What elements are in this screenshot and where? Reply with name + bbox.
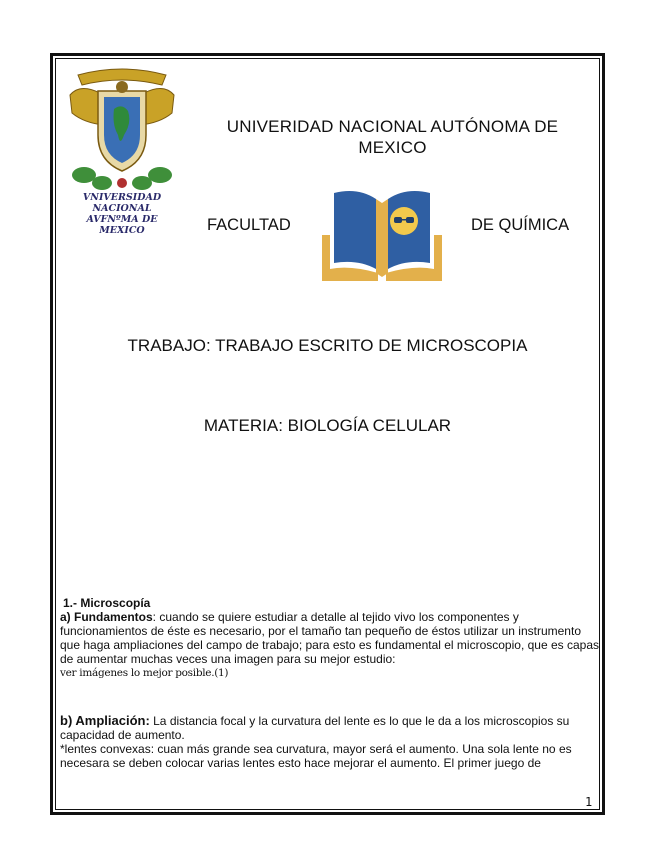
ampliacion-paragraph	[60, 714, 600, 742]
seal-motto	[60, 192, 184, 236]
faculty-label-left: FACULTAD	[207, 216, 291, 234]
faculty-book-logo-icon	[320, 185, 444, 283]
seal-line-2: AVFNºMA DE	[86, 214, 158, 225]
ampliacion-text: La distancia focal y la curvatura del lente es lo que le da a los microscopios su capacidad de aumento.	[60, 714, 570, 742]
fundamentos-text: : cuando se quiere estudiar a detalle al tejido vivo los componentes y funcionamientos de éste es necesario, por el tamaño tan pequeño de éstos utilizar un instrumento que haga ampliaciones del campo de trabajo; para esto es fundamental el microscopio, que es capas de aumentar muchas veces una imagen para su mejor estudio:	[60, 610, 599, 666]
seal-line-3: MEXICO	[99, 225, 145, 236]
page-number: 1	[585, 795, 593, 809]
subject-title: MATERIA: BIOLOGÍA CELULAR	[203, 416, 452, 435]
section-ampliacion	[60, 714, 600, 770]
fundamentos-tail: ver imágenes lo mejor posible.(1)	[60, 667, 229, 679]
fundamentos-label: a) Fundamentos	[60, 610, 153, 624]
section-microscopia	[60, 596, 600, 680]
ampliacion-label: b) Ampliación:	[60, 713, 150, 728]
faculty-label-right: DE QUÍMICA	[471, 216, 570, 234]
seal-emblem-icon	[60, 65, 184, 195]
section-heading: 1.- Microscopía	[63, 596, 151, 610]
university-title: UNIVERIDAD NACIONAL AUTÓNOMA DE MEXICO	[226, 117, 559, 157]
fundamentos-paragraph	[60, 610, 600, 666]
assignment-title: TRABAJO: TRABAJO ESCRITO DE MICROSCOPIA	[127, 336, 528, 355]
lentes-paragraph: *lentes convexas: cuan más grande sea curvatura, mayor será el aumento. Una sola lente no es necesara se deben colocar varias lentes esto hace mejorar el aumento. El primer juego de	[60, 742, 572, 770]
seal-line-1: VNIVERSIDAD NACIONAL	[82, 192, 162, 214]
